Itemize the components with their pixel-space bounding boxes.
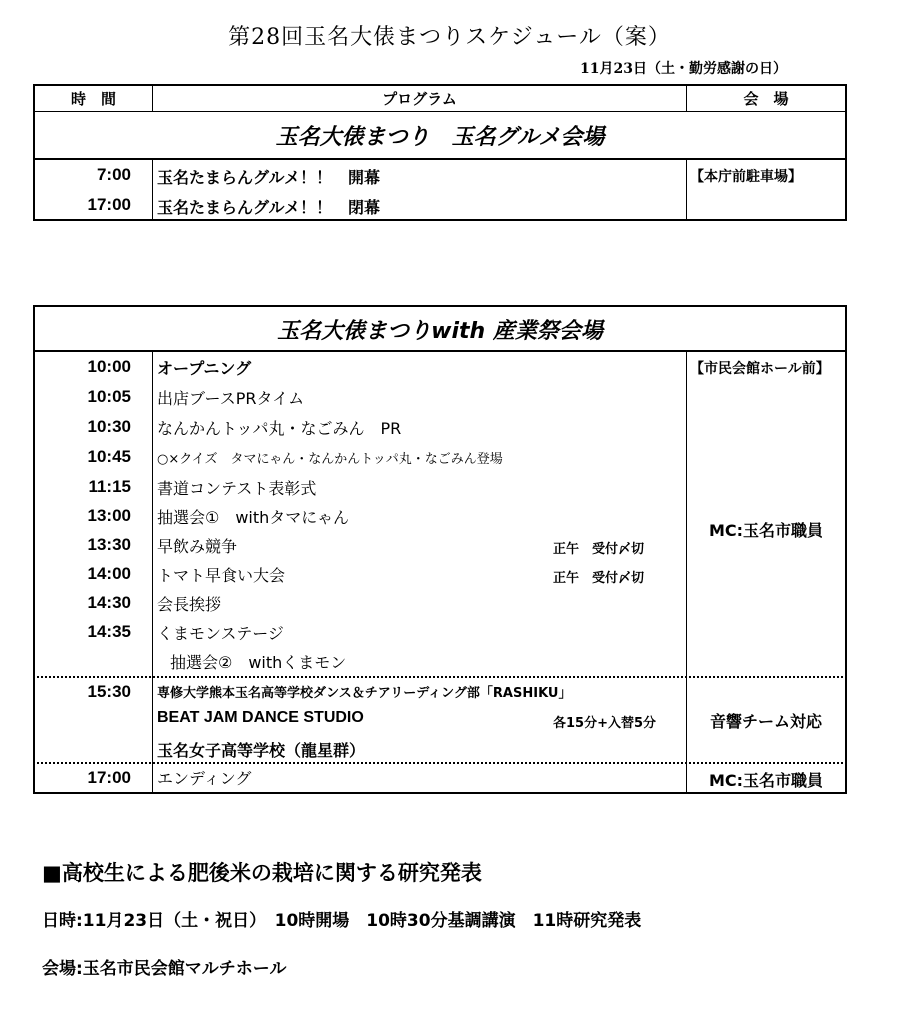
time-cell: 14:35	[87, 622, 131, 641]
event-date: 11月23日（土・勤労感謝の日）	[580, 61, 787, 77]
program-cell: エンディング	[157, 769, 252, 788]
research-heading: ■高校生による肥後米の栽培に関する研究発表	[42, 861, 482, 885]
time-cell: 17:00	[87, 768, 131, 787]
time-cell: 10:00	[87, 357, 131, 376]
performance-note: 各15分+入替5分	[553, 716, 657, 731]
program-cell: 玉名たまらんグルメ！！ 閉幕	[157, 198, 381, 217]
program-cell: オープニング	[157, 359, 252, 378]
time-cell: 10:05	[87, 387, 131, 406]
time-cell: 15:30	[87, 682, 131, 701]
performer-line: 専修大学熊本玉名高等学校ダンス＆チアリーディング部「RASHIKU」	[157, 686, 572, 701]
divider	[33, 762, 847, 764]
research-datetime: 日時:11月23日（土・祝日） 10時開場 10時30分基調講演 11時研究発表	[42, 911, 642, 931]
program-cell: 抽選会② withくまモン	[170, 653, 347, 672]
program-cell: 出店ブースPRタイム	[157, 389, 305, 408]
time-cell: 7:00	[96, 165, 131, 184]
program-cell: ○×クイズ タマにゃん・なんかんトッパ丸・なごみん登場	[157, 452, 503, 467]
divider	[33, 350, 847, 352]
divider	[33, 676, 847, 678]
program-cell: トマト早食い大会	[157, 566, 286, 585]
time-cell: 13:30	[87, 535, 131, 554]
column-header-program: プログラム	[382, 90, 457, 108]
mc-cell: MC:玉名市職員	[708, 771, 824, 790]
program-cell: なんかんトッパ丸・なごみん PR	[157, 419, 402, 438]
time-cell: 14:30	[87, 593, 131, 612]
program-cell: 会長挨拶	[157, 595, 222, 614]
program-cell: 書道コンテスト表彰式	[157, 479, 317, 498]
time-cell: 11:15	[88, 477, 131, 496]
column-header-venue: 会 場	[743, 90, 789, 108]
program-cell: 玉名たまらんグルメ！！ 開幕	[157, 168, 381, 187]
page-title: 第28回玉名大俵まつりスケジュール（案）	[228, 25, 671, 50]
section-title-industry: 玉名大俵まつりwith 産業祭会場	[277, 319, 603, 344]
program-cell: くまモンステージ	[157, 624, 284, 643]
venue-cell: 【市民会館ホール前】	[690, 361, 830, 377]
column-header-time: 時 間	[70, 90, 116, 108]
time-cell: 13:00	[87, 506, 131, 525]
divider	[152, 160, 153, 220]
divider	[686, 160, 687, 220]
venue-cell: 【本庁前駐車場】	[690, 169, 802, 185]
program-cell: 早飲み競争	[157, 537, 238, 556]
divider	[33, 111, 847, 112]
divider	[33, 158, 847, 160]
deadline-note: 正午 受付〆切	[553, 571, 645, 586]
time-cell: 17:00	[87, 195, 131, 214]
mc-cell: MC:玉名市職員	[708, 521, 824, 540]
performer-line: BEAT JAM DANCE STUDIO	[157, 709, 364, 726]
performer-line: 玉名女子高等学校（龍星群）	[157, 741, 366, 760]
time-cell: 14:00	[87, 564, 131, 583]
divider	[152, 352, 153, 793]
program-cell: 抽選会① withタマにゃん	[157, 508, 349, 527]
time-cell: 10:30	[87, 417, 131, 436]
time-cell: 10:45	[87, 447, 131, 466]
section-title-gourmet: 玉名大俵まつり 玉名グルメ会場	[275, 125, 605, 150]
deadline-note: 正午 受付〆切	[553, 542, 645, 557]
sound-team-cell: 音響チーム対応	[709, 712, 822, 731]
research-venue: 会場:玉名市民会館マルチホール	[42, 959, 287, 979]
